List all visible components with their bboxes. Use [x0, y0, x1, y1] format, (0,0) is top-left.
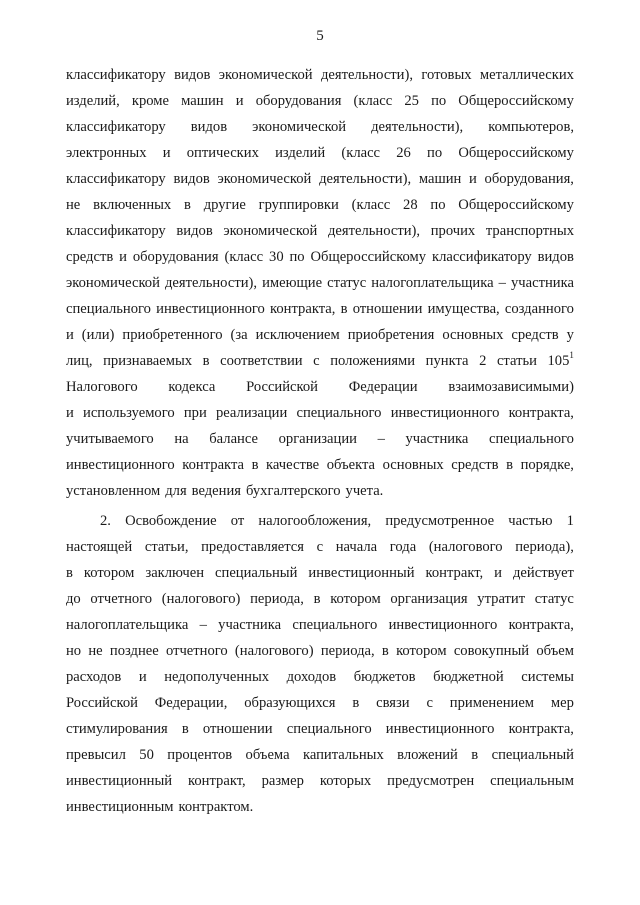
text-line [66, 560, 574, 586]
word: системы [521, 669, 574, 685]
word: периода, [320, 643, 375, 659]
word: 30 [269, 249, 284, 265]
word: видов [190, 119, 228, 135]
word: участника [510, 275, 574, 291]
word: порядке, [520, 457, 574, 473]
word: другие [203, 197, 246, 213]
word: Общероссийскому [458, 93, 574, 109]
word: не [88, 643, 103, 659]
word: налогоплательщика [66, 617, 189, 633]
word: имеющие [262, 275, 323, 291]
word: экономической [223, 223, 318, 239]
word: налогоплательщика [371, 275, 494, 291]
word: и [119, 249, 127, 265]
word: недополученных [164, 669, 270, 685]
word: предоставляется [201, 539, 304, 555]
word: оборудования [132, 249, 219, 265]
text-line [66, 716, 574, 742]
word: налогообложения, [258, 513, 372, 529]
word: специального [286, 721, 372, 737]
word: превысил [66, 747, 126, 763]
word: экономической [66, 275, 160, 291]
word: Российской [246, 379, 318, 395]
word: соответствии [220, 353, 303, 369]
word: изделий [275, 145, 326, 161]
word: при [183, 405, 207, 421]
word: классификатору [66, 223, 166, 239]
footnote-marker: 1 [569, 350, 574, 360]
word: приобретенного [122, 327, 223, 343]
text-line [66, 244, 574, 270]
word: ведения [191, 483, 241, 499]
text-line [66, 140, 574, 166]
text-line [66, 452, 574, 478]
word: контрактом. [178, 799, 254, 815]
word: деятельности), [319, 171, 412, 187]
text-line [66, 270, 574, 296]
text-line [66, 192, 574, 218]
word: до [66, 591, 81, 607]
word: прочих [430, 223, 476, 239]
word: инвестиционного [385, 721, 495, 737]
word: инвестиционного [388, 617, 498, 633]
word: 28 [403, 197, 418, 213]
word: средств [451, 457, 499, 473]
word: в [181, 721, 189, 737]
word: отношении [202, 721, 273, 737]
word: участника [405, 431, 469, 447]
word: учета. [345, 483, 384, 499]
word: Освобождение [125, 513, 217, 529]
word: качестве [266, 457, 320, 473]
word: в [184, 197, 191, 213]
word: приобретения [347, 327, 435, 343]
word: статьи, [144, 539, 189, 555]
word: вложений [397, 747, 458, 763]
word: специальный [491, 747, 574, 763]
word: в [471, 747, 479, 763]
word: Общероссийскому [458, 145, 574, 161]
word: бюджетов [353, 669, 416, 685]
text-line [66, 794, 574, 820]
word: периода), [515, 539, 574, 555]
word: экономической [252, 119, 347, 135]
word: классификатору [66, 67, 166, 83]
word: отношении [352, 301, 423, 317]
word: с [316, 539, 324, 555]
word: статус [534, 591, 574, 607]
word: предусмотренное [385, 513, 495, 529]
word: контракта, [508, 405, 574, 421]
word: (или) [81, 327, 115, 343]
word: классификатору [66, 171, 166, 187]
word: (налогового [428, 539, 503, 555]
word: основных [442, 327, 504, 343]
word: действует [513, 565, 574, 581]
word: позднее [109, 643, 159, 659]
word: и [138, 669, 147, 685]
word: кодекса [168, 379, 216, 395]
word: видов [537, 249, 574, 265]
text-line [66, 426, 574, 452]
word: инвестиционный [66, 773, 173, 789]
word: (класс [341, 145, 381, 161]
word: Общероссийскому [458, 197, 574, 213]
word: оборудования [255, 93, 342, 109]
word: частью [508, 513, 553, 529]
word: в [340, 301, 348, 317]
word: утратит [477, 591, 526, 607]
word: контракта, [508, 721, 574, 737]
word: у [566, 327, 574, 343]
word: 1 [566, 513, 574, 529]
word: и [66, 405, 74, 421]
word: (класс [224, 249, 264, 265]
word: размер [261, 773, 304, 789]
word: отчетного [90, 591, 153, 607]
word: используемого [83, 405, 175, 421]
word: мер [550, 695, 574, 711]
word: металлических [479, 67, 574, 83]
word: в [251, 457, 259, 473]
word: инвестиционного [66, 457, 175, 473]
text-line [66, 768, 574, 794]
text-line [66, 400, 574, 426]
text-line [66, 638, 574, 664]
text-line [66, 478, 574, 504]
text-line [66, 114, 574, 140]
word: балансе [209, 431, 258, 447]
word: взаимозависимыми) [448, 379, 574, 395]
word: связи [376, 695, 410, 711]
word: образующихся [244, 695, 336, 711]
word: инвестиционный [308, 565, 415, 581]
word: (налогового) [161, 591, 241, 607]
word: расходов [66, 669, 122, 685]
word: – [377, 431, 385, 447]
word: настоящей [66, 539, 133, 555]
word: пункта [425, 353, 469, 369]
word: специальным [490, 773, 574, 789]
word: объема [245, 747, 290, 763]
word: не [66, 197, 81, 213]
word: в [381, 643, 389, 659]
word: средств [511, 327, 559, 343]
word: заключен [145, 565, 205, 581]
text-line [66, 296, 574, 322]
text-line [66, 322, 574, 348]
word: исключением [255, 327, 340, 343]
word: на [174, 431, 189, 447]
word: участника [218, 617, 282, 633]
word: по [430, 197, 446, 213]
word: деятельности), [327, 223, 421, 239]
word: доходов [286, 669, 337, 685]
word: деятельности), [320, 67, 414, 83]
text-line [66, 508, 574, 534]
word: и [235, 93, 244, 109]
word: видов [174, 67, 211, 83]
word: и [494, 565, 502, 581]
word: специального [66, 301, 151, 317]
text-line [66, 534, 574, 560]
word: специального [292, 617, 378, 633]
word: которых [319, 773, 372, 789]
word: реализации [215, 405, 288, 421]
word: начала [335, 539, 378, 555]
word: специального [489, 431, 574, 447]
word: процентов [167, 747, 233, 763]
word: по [427, 145, 443, 161]
word: (за [230, 327, 248, 343]
word: организация [390, 591, 468, 607]
word: 2. [100, 513, 111, 529]
word: включенных [93, 197, 172, 213]
word: и [162, 145, 171, 161]
word: – [498, 275, 506, 291]
word: и [66, 327, 74, 343]
word: основных [382, 457, 444, 473]
word: котором [330, 591, 381, 607]
word: (класс [353, 93, 393, 109]
word: учитываемого [66, 431, 154, 447]
word: Общероссийскому [310, 249, 427, 265]
word: оборудования, [484, 171, 574, 187]
word: в [506, 457, 513, 473]
word: по [289, 249, 305, 265]
word: статьи [496, 353, 537, 369]
word: применением [449, 695, 535, 711]
word: бюджетной [433, 669, 504, 685]
word: от [230, 513, 245, 529]
word: деятельности), [371, 119, 464, 135]
word: предусмотрен [387, 773, 475, 789]
word: видов [176, 223, 213, 239]
word: но [66, 643, 82, 659]
word: созданного [504, 301, 574, 317]
word: контракт, [425, 565, 484, 581]
word: Федерации [348, 379, 418, 395]
word: группировки [258, 197, 339, 213]
word: котором [83, 565, 135, 581]
text-line [66, 374, 574, 400]
word: экономической [217, 171, 312, 187]
text-line [66, 166, 574, 192]
word: (класс [351, 197, 391, 213]
word: транспортных [485, 223, 574, 239]
text-line [66, 612, 574, 638]
word: инвестиционного [156, 301, 265, 317]
word: – [199, 617, 207, 633]
word: стимулирования [66, 721, 168, 737]
word: оптических [186, 145, 259, 161]
word: установленном [66, 483, 161, 499]
word: классификатору [66, 119, 166, 135]
word: инвестиционным [66, 799, 174, 815]
document-body [66, 62, 574, 820]
word: года [389, 539, 417, 555]
word: периода, [250, 591, 304, 607]
word: видов [173, 171, 210, 187]
word: в [66, 565, 73, 581]
word: 2 [479, 353, 487, 369]
word: бухгалтерского [246, 483, 341, 499]
word: контракта, [508, 617, 574, 633]
word: в [352, 695, 360, 711]
word: 50 [139, 747, 154, 763]
word: объекта [326, 457, 376, 473]
word: специальный [215, 565, 298, 581]
text-line [66, 742, 574, 768]
word: Налогового [66, 379, 138, 395]
word: с [313, 353, 320, 369]
word: деятельности), [164, 275, 258, 291]
word: организации [278, 431, 357, 447]
text-line [66, 586, 574, 612]
word: машин [418, 171, 462, 187]
text-line [66, 218, 574, 244]
text-line [66, 690, 574, 716]
word: электронных [66, 145, 147, 161]
word: и [469, 171, 477, 187]
word: для [165, 483, 187, 499]
word: изделий, [66, 93, 120, 109]
word: контракта [182, 457, 244, 473]
word: статус [327, 275, 367, 291]
word: имущества, [427, 301, 500, 317]
word: с [426, 695, 433, 711]
word: отчетного [165, 643, 228, 659]
word: признаваемых [103, 353, 193, 369]
word: контракта, [270, 301, 336, 317]
text-line [66, 88, 574, 114]
word: 26 [396, 145, 411, 161]
word: машин [181, 93, 224, 109]
word: объем [536, 643, 574, 659]
text-line [66, 62, 574, 88]
word: классификатору [431, 249, 532, 265]
word: в [313, 591, 321, 607]
word: по [431, 93, 447, 109]
word: 25 [404, 93, 419, 109]
word: компьютеров, [488, 119, 574, 135]
word: котором [396, 643, 447, 659]
word: Федерации, [154, 695, 228, 711]
word: готовых [421, 67, 472, 83]
word: в [202, 353, 210, 369]
word: специального [296, 405, 382, 421]
word: экономической [218, 67, 313, 83]
word: кроме [131, 93, 170, 109]
word: $105^1$ [547, 350, 574, 369]
word: лиц, [66, 353, 93, 369]
word: инвестиционного [390, 405, 500, 421]
word: капитальных [302, 747, 384, 763]
word: средств [66, 249, 114, 265]
word: контракт, [188, 773, 246, 789]
page-number: 5 [316, 28, 324, 44]
text-line [66, 348, 574, 374]
word: положениями [330, 353, 416, 369]
word: Российской [66, 695, 138, 711]
word: совокупный [453, 643, 530, 659]
text-line [66, 664, 574, 690]
word: (налогового) [234, 643, 314, 659]
